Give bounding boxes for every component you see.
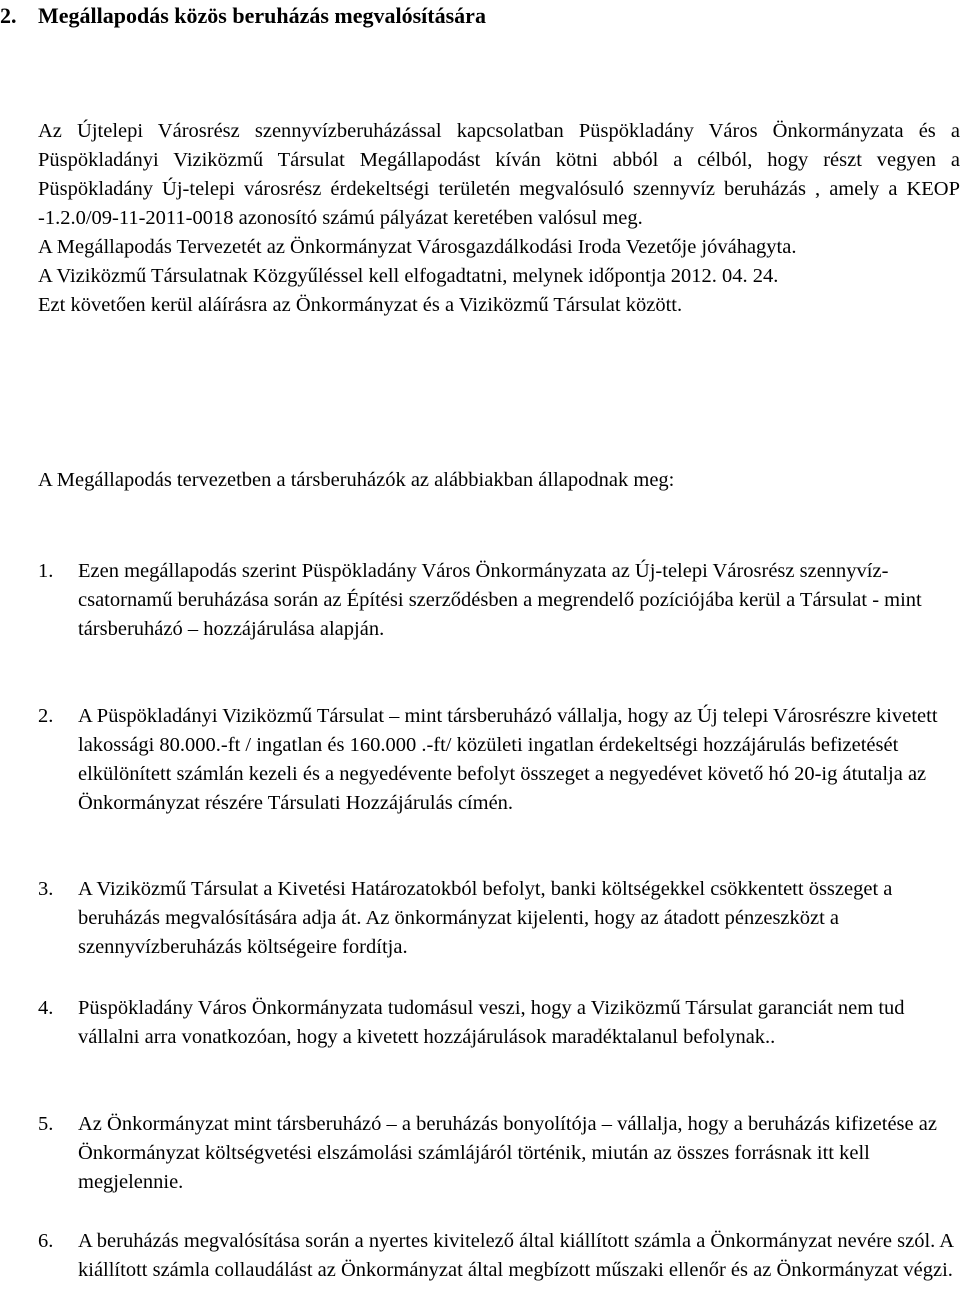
section-title: Megállapodás közös beruházás megvalósítására	[38, 3, 486, 28]
item-text: Az Önkormányzat mint társberuházó – a beruházás bonyolítója – vállalja, hogy a beruházás kifizetése az Önkormányzat költségvetési elszámolási számlájáról történik, miután az összes forrásnak itt kell megjelennie.	[78, 1113, 937, 1193]
assembly-paragraph: A Viziközmű Társulatnak Közgyűléssel kell elfogadtatni, melynek időpontja 2012. 04. 24.	[38, 265, 779, 287]
agreement-item	[38, 875, 960, 962]
agreement-item	[38, 994, 960, 1052]
item-number: 5.	[38, 1113, 54, 1135]
item-number: 1.	[38, 560, 54, 582]
agreement-lead: A Megállapodás tervezetben a társberuházók az alábbiakban állapodnak meg:	[38, 469, 675, 491]
signing-paragraph: Ezt követően kerül aláírásra az Önkormányzat és a Viziközmű Társulat között.	[38, 294, 683, 316]
item-number: 4.	[38, 997, 54, 1019]
item-number: 6.	[38, 1230, 54, 1252]
item-text: A beruházás megvalósítása során a nyertes kivitelező által kiállított számla a Önkormányzat nevére szól. A kiállított számla collaudálást az Önkormányzat által megbízott műszaki ellenőr és az Önkormányzat végzi.	[78, 1230, 953, 1281]
item-number: 3.	[38, 878, 54, 900]
agreement-item	[38, 702, 960, 818]
item-number: 2.	[38, 705, 54, 727]
section-number: 2.	[0, 3, 17, 28]
item-text: Püspökladány Város Önkormányzata tudomásul veszi, hogy a Viziközmű Társulat garanciát nem tud vállalni arra vonatkozóan, hogy a kivetett hozzájárulások maradéktalanul befolynak..	[78, 997, 905, 1048]
item-text: Ezen megállapodás szerint Püspökladány Város Önkormányzata az Új-telepi Városrész szennyvíz-csatornamű beruházása során az Építési szerződésben a megrendelő pozíciójába kerül a Társulat - mint társberuházó – hozzájárulása alapján.	[78, 560, 922, 640]
section-heading	[0, 2, 486, 30]
item-text: A Püspökladányi Viziközmű Társulat – mint társberuházó vállalja, hogy az Új telepi Városrészre kivetett lakossági 80.000.-ft / ingatlan és 160.000 .-ft/ közületi ingatlan érdekeltségi hozzájárulás befizetését elkülönített számlán kezeli és a negyedévente befolyt összeget a negyedévet követő hó 20-ig átutalja az Önkormányzat részére Társulati Hozzájárulás címén.	[78, 705, 938, 814]
item-text: A Viziközmű Társulat a Kivetési Határozatokból befolyt, banki költségekkel csökkentett összeget a beruházás megvalósítására adja át. Az önkormányzat kijelenti, hogy az átadott pénzeszközt a szennyvízberuházás költségeire fordítja.	[78, 878, 893, 958]
intro-paragraph: Az Újtelepi Városrész szennyvízberuházással kapcsolatban Püspökladány Város Önkormányzata és a Püspökladányi Viziközmű Társulat Megállapodást kíván kötni abból a célból, hogy részt vegyen a Püspökladány Új-telepi városrész érdekeltségi területén megvalósuló szennyvíz beruházás , amely a KEOP -1.2.0/09-11-2011-0018 azonosító számú pályázat keretében valósul meg.	[38, 120, 960, 229]
agreement-item	[38, 1227, 960, 1285]
intro-block	[38, 117, 960, 320]
agreement-item	[38, 557, 960, 644]
agreement-item	[38, 1110, 960, 1197]
approval-paragraph: A Megállapodás Tervezetét az Önkormányzat Városgazdálkodási Iroda Vezetője jóváhagyta.	[38, 236, 797, 258]
